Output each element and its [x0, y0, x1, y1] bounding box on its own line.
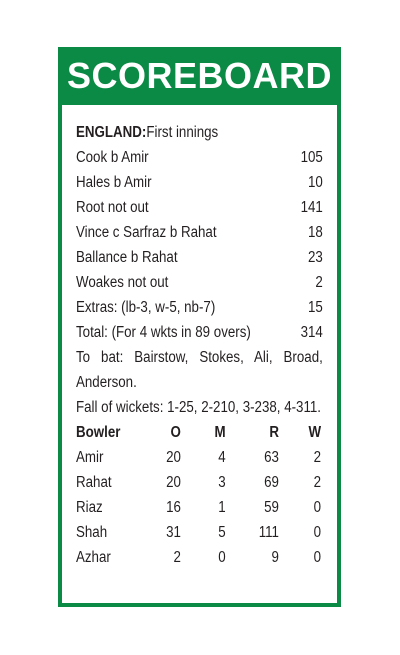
- batting-row: [76, 170, 323, 195]
- wickets-col-header: W: [308, 424, 322, 441]
- bowler-wickets: 0: [313, 499, 322, 516]
- batter-runs: 23: [307, 249, 323, 266]
- bowler-runs: 59: [264, 499, 279, 516]
- bowler-name: Azhar: [76, 549, 111, 566]
- bowler-maidens: 3: [218, 474, 226, 491]
- bowler-maidens: 4: [218, 449, 226, 466]
- scoreboard-title: SCOREBOARD: [58, 47, 341, 105]
- bowler-wickets: 0: [313, 549, 322, 566]
- runs-col-header: R: [269, 424, 279, 441]
- bowler-name: Shah: [76, 524, 108, 541]
- bowler-maidens: 5: [218, 524, 226, 541]
- extras-row: [76, 295, 323, 320]
- batter-runs: 2: [315, 274, 323, 291]
- bowler-runs: 9: [271, 549, 279, 566]
- bowler-runs: 69: [264, 474, 279, 491]
- bowler-wickets: 0: [313, 524, 322, 541]
- bowling-row: [76, 495, 323, 520]
- total-row: [76, 320, 323, 345]
- batting-row: [76, 245, 323, 270]
- bowling-row: [76, 445, 323, 470]
- batter-name: Root not out: [76, 199, 149, 216]
- bowler-name: Amir: [76, 449, 104, 466]
- total-label: Total: (For 4 wkts in 89 overs): [76, 324, 251, 341]
- batter-runs: 141: [300, 199, 323, 216]
- batter-name: Cook b Amir: [76, 149, 149, 166]
- bowler-overs: 2: [173, 549, 181, 566]
- batting-row: [76, 195, 323, 220]
- batting-row: [76, 220, 323, 245]
- batter-name: Ballance b Rahat: [76, 249, 178, 266]
- scoreboard-body: [76, 120, 323, 570]
- bowler-maidens: 0: [218, 549, 226, 566]
- extras-label: Extras: (lb-3, w-5, nb-7): [76, 299, 216, 316]
- scoreboard-card: [58, 47, 341, 607]
- bowler-name: Rahat: [76, 474, 112, 491]
- bowler-overs: 20: [166, 474, 181, 491]
- to-bat-text: To bat: Bairstow, Stokes, Ali, Broad, Anderson.: [76, 349, 323, 391]
- innings-heading: [76, 120, 323, 145]
- batter-name: Woakes not out: [76, 274, 169, 291]
- team-name: ENGLAND:: [76, 124, 147, 141]
- fall-of-wickets-text: Fall of wickets: 1-25, 2-210, 3-238, 4-311.: [76, 399, 322, 416]
- batter-runs: 18: [307, 224, 323, 241]
- bowler-runs: 111: [258, 524, 279, 541]
- batter-runs: 105: [300, 149, 323, 166]
- bowler-col-header: Bowler: [76, 424, 121, 441]
- bowling-header: [76, 420, 323, 445]
- batting-row: [76, 145, 323, 170]
- bowler-runs: 63: [264, 449, 279, 466]
- total-value: 314: [300, 324, 323, 341]
- bowling-row: [76, 470, 323, 495]
- batter-name: Vince c Sarfraz b Rahat: [76, 224, 217, 241]
- bowler-overs: 20: [166, 449, 181, 466]
- batter-name: Hales b Amir: [76, 174, 152, 191]
- bowler-maidens: 1: [218, 499, 226, 516]
- bowler-name: Riaz: [76, 499, 103, 516]
- bowling-row: [76, 545, 323, 570]
- bowler-wickets: 2: [313, 474, 322, 491]
- maidens-col-header: M: [214, 424, 226, 441]
- overs-col-header: O: [170, 424, 181, 441]
- bowler-overs: 16: [166, 499, 181, 516]
- innings-label: First innings: [146, 124, 219, 141]
- batting-row: [76, 270, 323, 295]
- bowler-overs: 31: [166, 524, 181, 541]
- extras-value: 15: [307, 299, 323, 316]
- batter-runs: 10: [307, 174, 323, 191]
- bowling-row: [76, 520, 323, 545]
- bowler-wickets: 2: [313, 449, 322, 466]
